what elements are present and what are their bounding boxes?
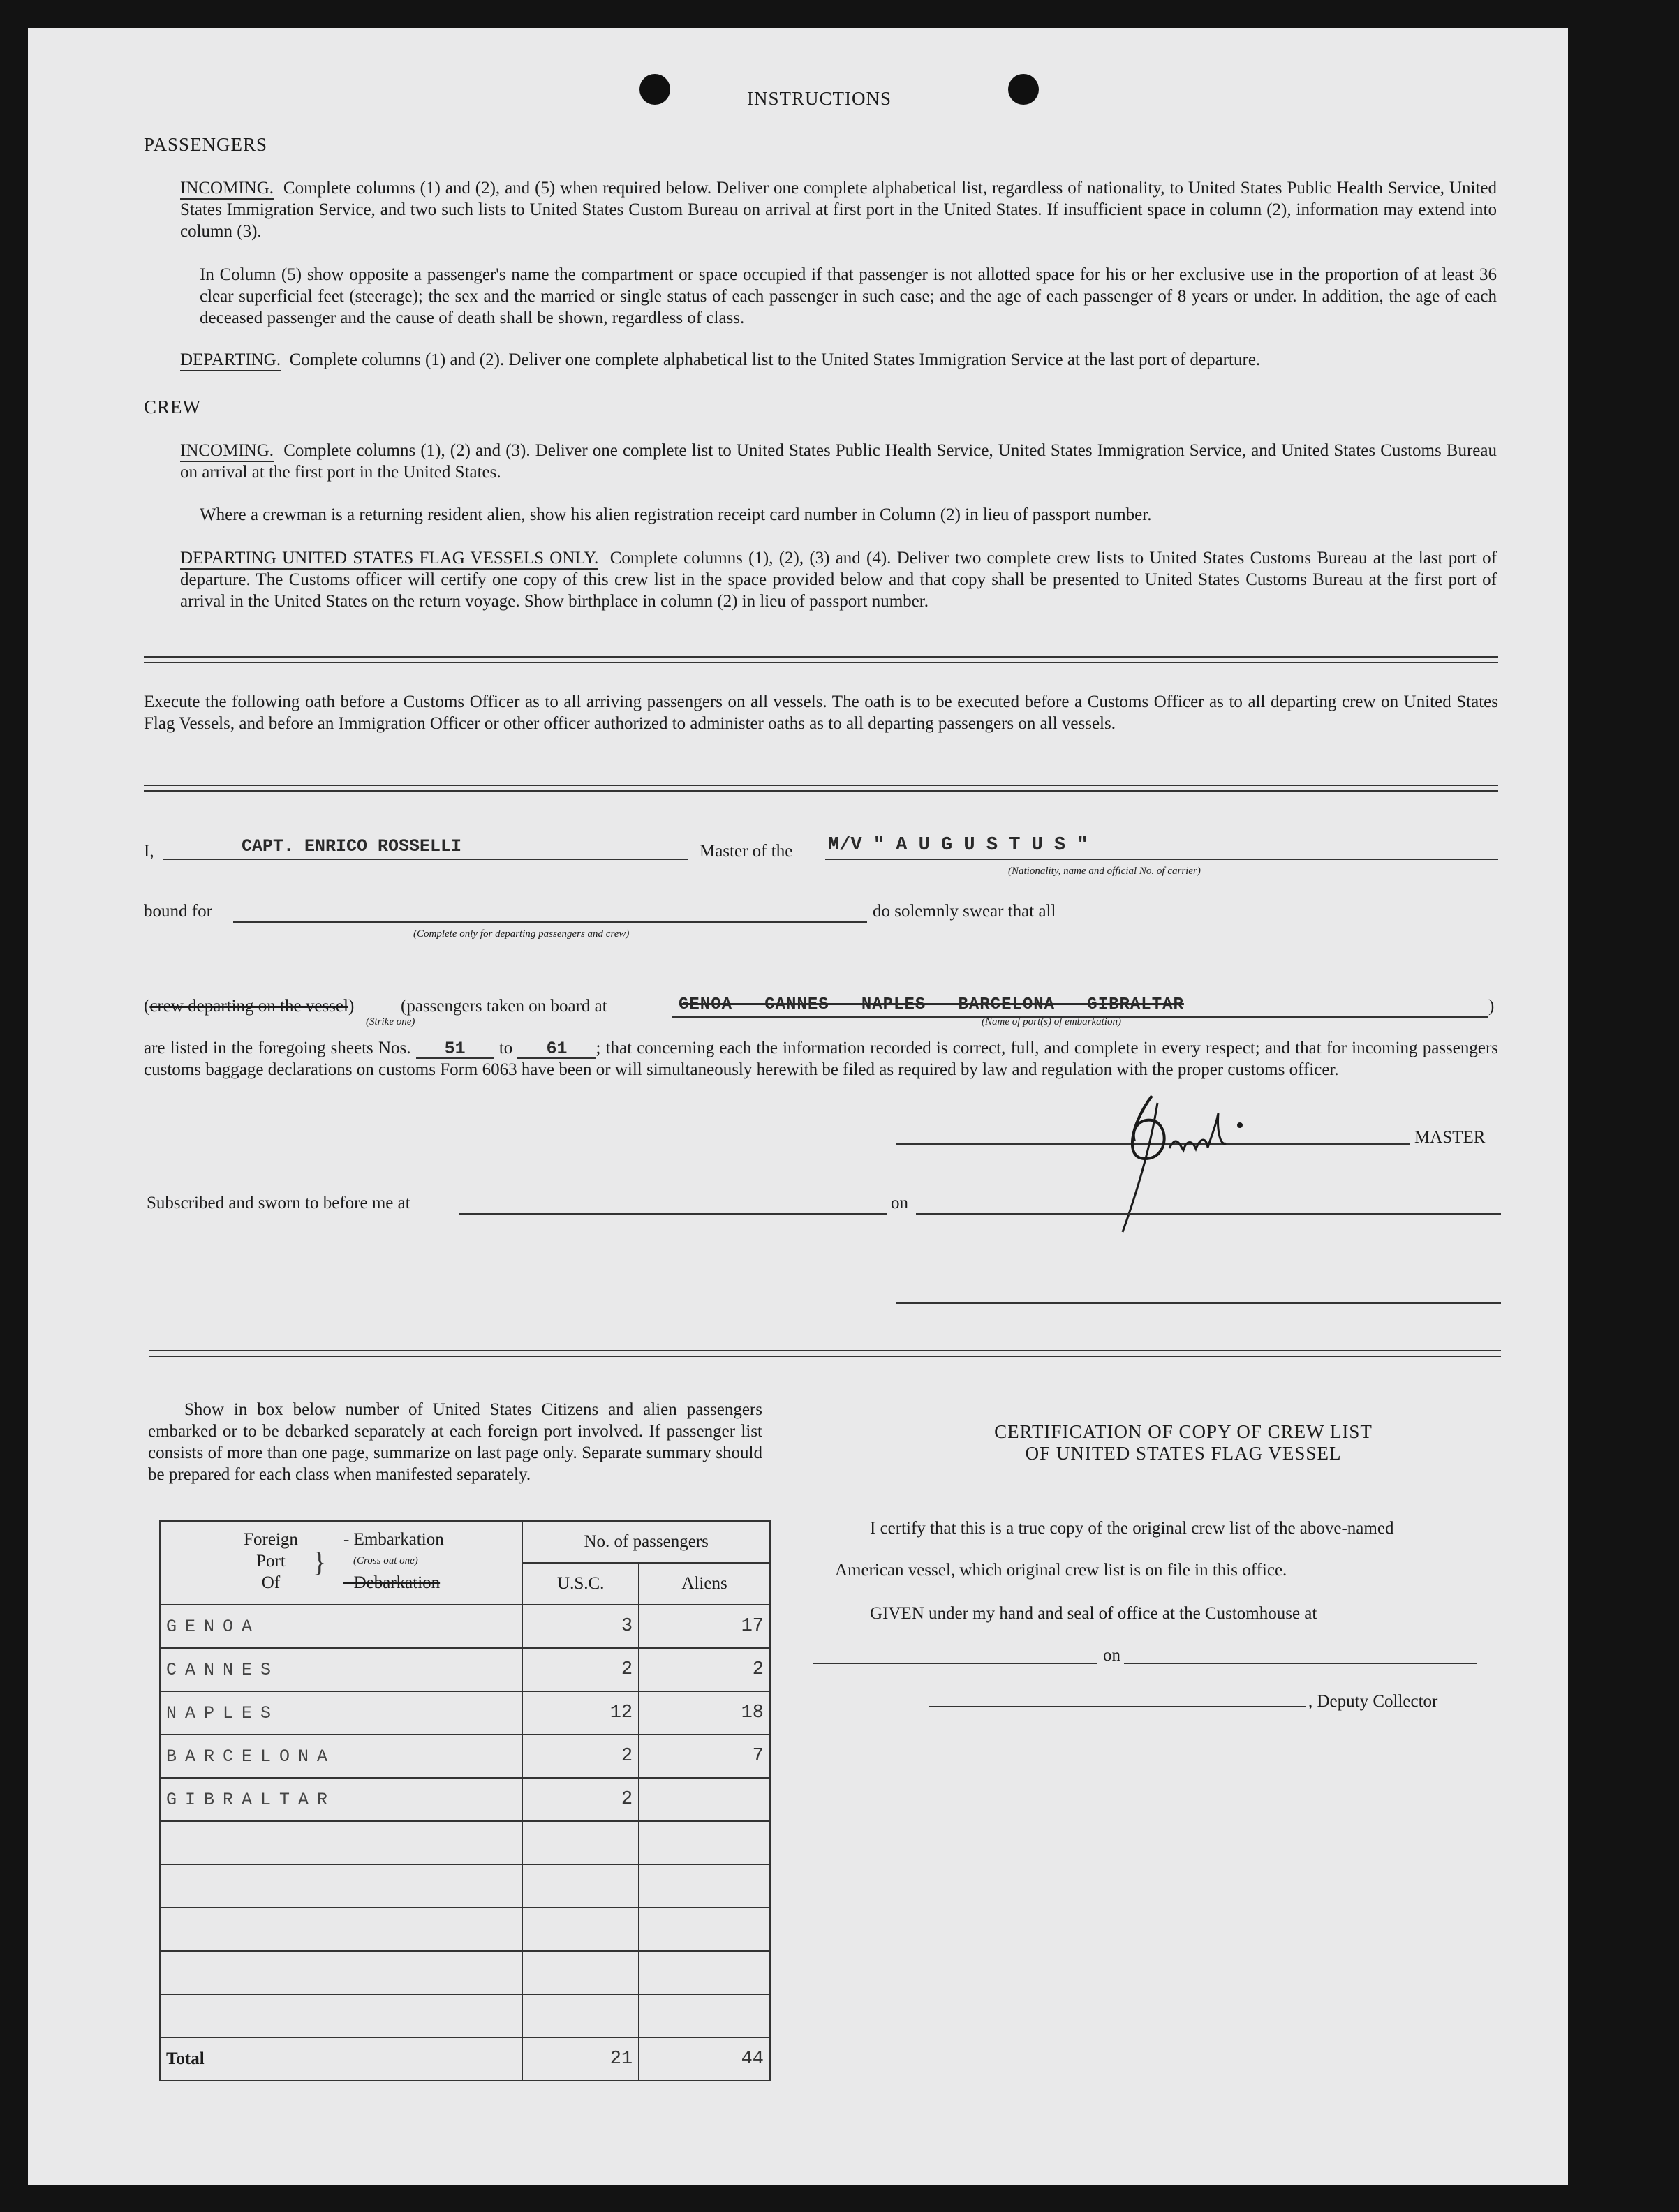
certification-date-line xyxy=(1124,1663,1477,1664)
section-divider xyxy=(144,785,1498,792)
usc-count-cell[interactable] xyxy=(522,1951,639,1994)
usc-count-cell[interactable]: 12 xyxy=(522,1691,639,1735)
bound-for-caption: (Complete only for departing passengers and crew) xyxy=(413,928,630,940)
vessel-name-field[interactable]: M/V " A U G U S T U S " xyxy=(828,835,1088,856)
aliens-count-cell[interactable]: 18 xyxy=(639,1691,770,1735)
passengers-column5-paragraph: In Column (5) show opposite a passenger's name the compartment or space occupied if that passenger is not allotted space for his or her exclusive use in the proportion of at least 36 clear superficial feet (steerage); the sex and the married or single status of each passenger in such case; and the age of each passenger of 8 years or under. In addition, the age of each deceased passenger and the cause of death shall be shown, regardless of class. xyxy=(200,265,1497,327)
sheet-to-field[interactable]: 61 xyxy=(517,1041,596,1059)
passengers-incoming-label: INCOMING. xyxy=(180,179,274,200)
punch-hole-left xyxy=(639,74,670,105)
table-row xyxy=(160,1605,770,1648)
bound-for-label: bound for xyxy=(144,902,212,921)
passenger-summary-table xyxy=(159,1520,771,2081)
crew-incoming-label: INCOMING. xyxy=(180,441,274,462)
section-divider xyxy=(149,1350,1501,1357)
certify-line-2: American vessel, which original crew list is on file in this office. xyxy=(835,1561,1287,1580)
port-name-cell[interactable] xyxy=(160,1821,522,1864)
aliens-count-cell[interactable]: 7 xyxy=(639,1735,770,1778)
customhouse-line xyxy=(813,1663,1097,1664)
port-name-cell[interactable]: NAPLES xyxy=(160,1691,522,1735)
table-row xyxy=(160,1821,770,1864)
aliens-count-cell[interactable] xyxy=(639,1908,770,1951)
passengers-taken-label: (passengers taken on board at xyxy=(401,997,607,1016)
crew-departing-struck: crew departing on the vessel xyxy=(149,997,348,1016)
summary-header-row-1 xyxy=(160,1521,770,1563)
port-name-cell[interactable] xyxy=(160,1864,522,1908)
table-row xyxy=(160,1648,770,1691)
port-name-cell[interactable] xyxy=(160,1994,522,2037)
header-debarkation: - Debarkation xyxy=(343,1573,441,1592)
crew-departing-open-paren: ( xyxy=(144,997,150,1016)
crew-departing-text: Complete columns (1), (2), (3) and (4). Deliver two complete crew lists to United States Customs Bureau at the last port of departure. The Customs officer will certify one copy of this crew list in the space provided below and that copy shall be presented to United States Customs Bureau at the first port of arrival in the United States on the return voyage. Show birthplace in column (2) in lieu of passport number. xyxy=(180,549,1497,611)
summary-total-row xyxy=(160,2037,770,2081)
summary-intro: Show in box below number of United States Citizens and alien passengers embarked or to be debarked separately at each foreign port involved. If passenger list consists of more than one page, summarize on last page only. Separate summary should be prepared for each class when manifested separately. xyxy=(148,1400,762,1484)
aliens-count-cell[interactable] xyxy=(639,1821,770,1864)
port-name-cell[interactable]: CANNES xyxy=(160,1648,522,1691)
usc-count-cell[interactable]: 2 xyxy=(522,1648,639,1691)
certification-title-line-1: CERTIFICATION OF COPY OF CREW LIST xyxy=(994,1421,1373,1442)
usc-count-cell[interactable] xyxy=(522,1994,639,2037)
crew-departing-option xyxy=(144,995,354,1017)
crew-departing-paragraph xyxy=(180,547,1497,612)
table-row xyxy=(160,1735,770,1778)
aliens-count-cell[interactable] xyxy=(639,1778,770,1821)
header-of: Of xyxy=(261,1573,281,1592)
vessel-name-line xyxy=(825,859,1498,860)
usc-count-cell[interactable] xyxy=(522,1908,639,1951)
total-aliens[interactable]: 44 xyxy=(639,2037,770,2081)
deputy-collector-label: , Deputy Collector xyxy=(1308,1692,1438,1711)
usc-count-cell[interactable]: 2 xyxy=(522,1735,639,1778)
vessel-caption: (Nationality, name and official No. of carrier) xyxy=(1008,866,1201,877)
page-title: INSTRUCTIONS xyxy=(747,88,892,109)
usc-count-cell[interactable]: 3 xyxy=(522,1605,639,1648)
summary-rows xyxy=(160,1605,770,2037)
table-row xyxy=(160,1691,770,1735)
table-row xyxy=(160,1951,770,1994)
header-cross-out: (Cross out one) xyxy=(353,1555,418,1566)
deputy-signature-line xyxy=(929,1706,1306,1707)
port-header-cell xyxy=(160,1521,522,1605)
table-row xyxy=(160,1994,770,2037)
ports-caption: (Name of port(s) of embarkation) xyxy=(982,1016,1121,1027)
certification-on-label: on xyxy=(1103,1646,1120,1665)
table-row xyxy=(160,1864,770,1908)
header-foreign: Foreign xyxy=(244,1530,298,1549)
subscribed-date-line xyxy=(916,1213,1501,1215)
passengers-incoming-paragraph xyxy=(180,177,1497,242)
master-signature xyxy=(1103,1082,1312,1242)
passengers-departing-text: Complete columns (1) and (2). Deliver one complete alphabetical list to the United States Immigration Service at the last port of departure. xyxy=(289,350,1261,369)
oath-i-label: I, xyxy=(144,842,154,861)
ports-close-paren: ) xyxy=(1488,997,1495,1016)
punch-hole-right xyxy=(1008,74,1039,105)
document-page xyxy=(28,28,1568,2185)
header-no-passengers: No. of passengers xyxy=(522,1521,770,1563)
port-name-cell[interactable] xyxy=(160,1908,522,1951)
officer-signature-line xyxy=(896,1302,1501,1304)
crew-departing-close-paren: ) xyxy=(348,997,355,1016)
port-name-cell[interactable] xyxy=(160,1951,522,1994)
crew-heading: CREW xyxy=(144,396,201,417)
total-label: Total xyxy=(160,2037,522,2081)
master-name-line xyxy=(163,859,688,860)
header-embarkation: - Embarkation xyxy=(343,1530,444,1549)
total-usc[interactable]: 21 xyxy=(522,2037,639,2081)
sheet-to-label: to xyxy=(498,1039,513,1057)
aliens-count-cell[interactable] xyxy=(639,1994,770,2037)
usc-count-cell[interactable] xyxy=(522,1864,639,1908)
table-row xyxy=(160,1908,770,1951)
certification-title xyxy=(824,1421,1543,1464)
subscribed-label: Subscribed and sworn to before me at xyxy=(147,1194,410,1212)
aliens-count-cell[interactable] xyxy=(639,1951,770,1994)
master-of-label: Master of the xyxy=(700,842,793,861)
section-divider xyxy=(144,656,1498,663)
master-label: MASTER xyxy=(1414,1128,1486,1147)
passengers-incoming-text: Complete columns (1) and (2), and (5) when required below. Deliver one complete alphabetical list, regardless of nationality, to United States Public Health Service, United States Immigration Service, and two such lists to United States Custom Bureau on arrival at first port in the United States. If insufficient space in column (2), information may extend into column (3). xyxy=(180,179,1497,241)
oath-intro-paragraph: Execute the following oath before a Customs Officer as to all arriving passengers on all vessels. The oath is to be executed before a Customs Officer as to all departing crew on United States Flag Vessels, and before an Immigration Officer or other officer authorized to administer oaths as to all departing passengers on all vessels. xyxy=(144,692,1498,733)
swear-label: do solemnly swear that all xyxy=(873,902,1056,921)
header-usc: U.S.C. xyxy=(522,1563,639,1605)
crew-incoming-text: Complete columns (1), (2) and (3). Deliver one complete list to United States Public Health Service, United States Immigration Service, and United States Customs Bureau on arrival at the first port in the United States. xyxy=(180,441,1497,482)
usc-count-cell[interactable]: 2 xyxy=(522,1778,639,1821)
usc-count-cell[interactable] xyxy=(522,1821,639,1864)
certify-line-1: I certify that this is a true copy of the original crew list of the above-named xyxy=(870,1519,1394,1538)
master-name-field[interactable]: CAPT. ENRICO ROSSELLI xyxy=(242,836,462,856)
aliens-count-cell[interactable] xyxy=(639,1864,770,1908)
strike-caption: (Strike one) xyxy=(366,1016,415,1027)
crew-departing-label: DEPARTING UNITED STATES FLAG VESSELS ONLY. xyxy=(180,549,598,570)
passengers-departing-label: DEPARTING. xyxy=(180,350,281,371)
given-text: GIVEN under my hand and seal of office at the Customhouse at xyxy=(870,1604,1317,1623)
passengers-departing-paragraph xyxy=(180,349,1497,371)
table-row xyxy=(160,1778,770,1821)
port-name-cell[interactable]: GIBRALTAR xyxy=(160,1778,522,1821)
crew-incoming-paragraph xyxy=(180,440,1497,483)
ports-field[interactable]: GENOA - CANNES - NAPLES - BARCELONA - GIBRALTAR xyxy=(679,995,1184,1014)
header-port: Port xyxy=(256,1552,286,1571)
certification-title-line-2: OF UNITED STATES FLAG VESSEL xyxy=(1025,1443,1342,1464)
statement-text: ; that concerning each the information recorded is correct, full, and complete in every respect; and that for incoming passengers customs baggage declarations on customs Form 6063 have been or will simultaneously herewith be filed as required by law and regulation with the proper customs officer. xyxy=(144,1039,1499,1079)
aliens-count-cell[interactable]: 17 xyxy=(639,1605,770,1648)
crew-resident-paragraph: Where a crewman is a returning resident alien, show his alien registration receipt card number in Column (2) in lieu of passport number. xyxy=(200,505,1152,524)
sheets-listed-label: are listed in the foregoing sheets Nos. xyxy=(144,1039,411,1057)
port-name-cell[interactable]: BARCELONA xyxy=(160,1735,522,1778)
header-aliens: Aliens xyxy=(639,1563,770,1605)
passengers-heading: PASSENGERS xyxy=(144,134,268,155)
subscribed-on-label: on xyxy=(891,1194,908,1212)
sheet-from-field[interactable]: 51 xyxy=(416,1041,494,1059)
subscribed-place-line xyxy=(459,1213,887,1215)
bound-for-line xyxy=(233,921,867,923)
aliens-count-cell[interactable]: 2 xyxy=(639,1648,770,1691)
port-name-cell[interactable]: GENOA xyxy=(160,1605,522,1648)
oath-statement xyxy=(144,1037,1498,1081)
brace-glyph: } xyxy=(313,1546,327,1578)
